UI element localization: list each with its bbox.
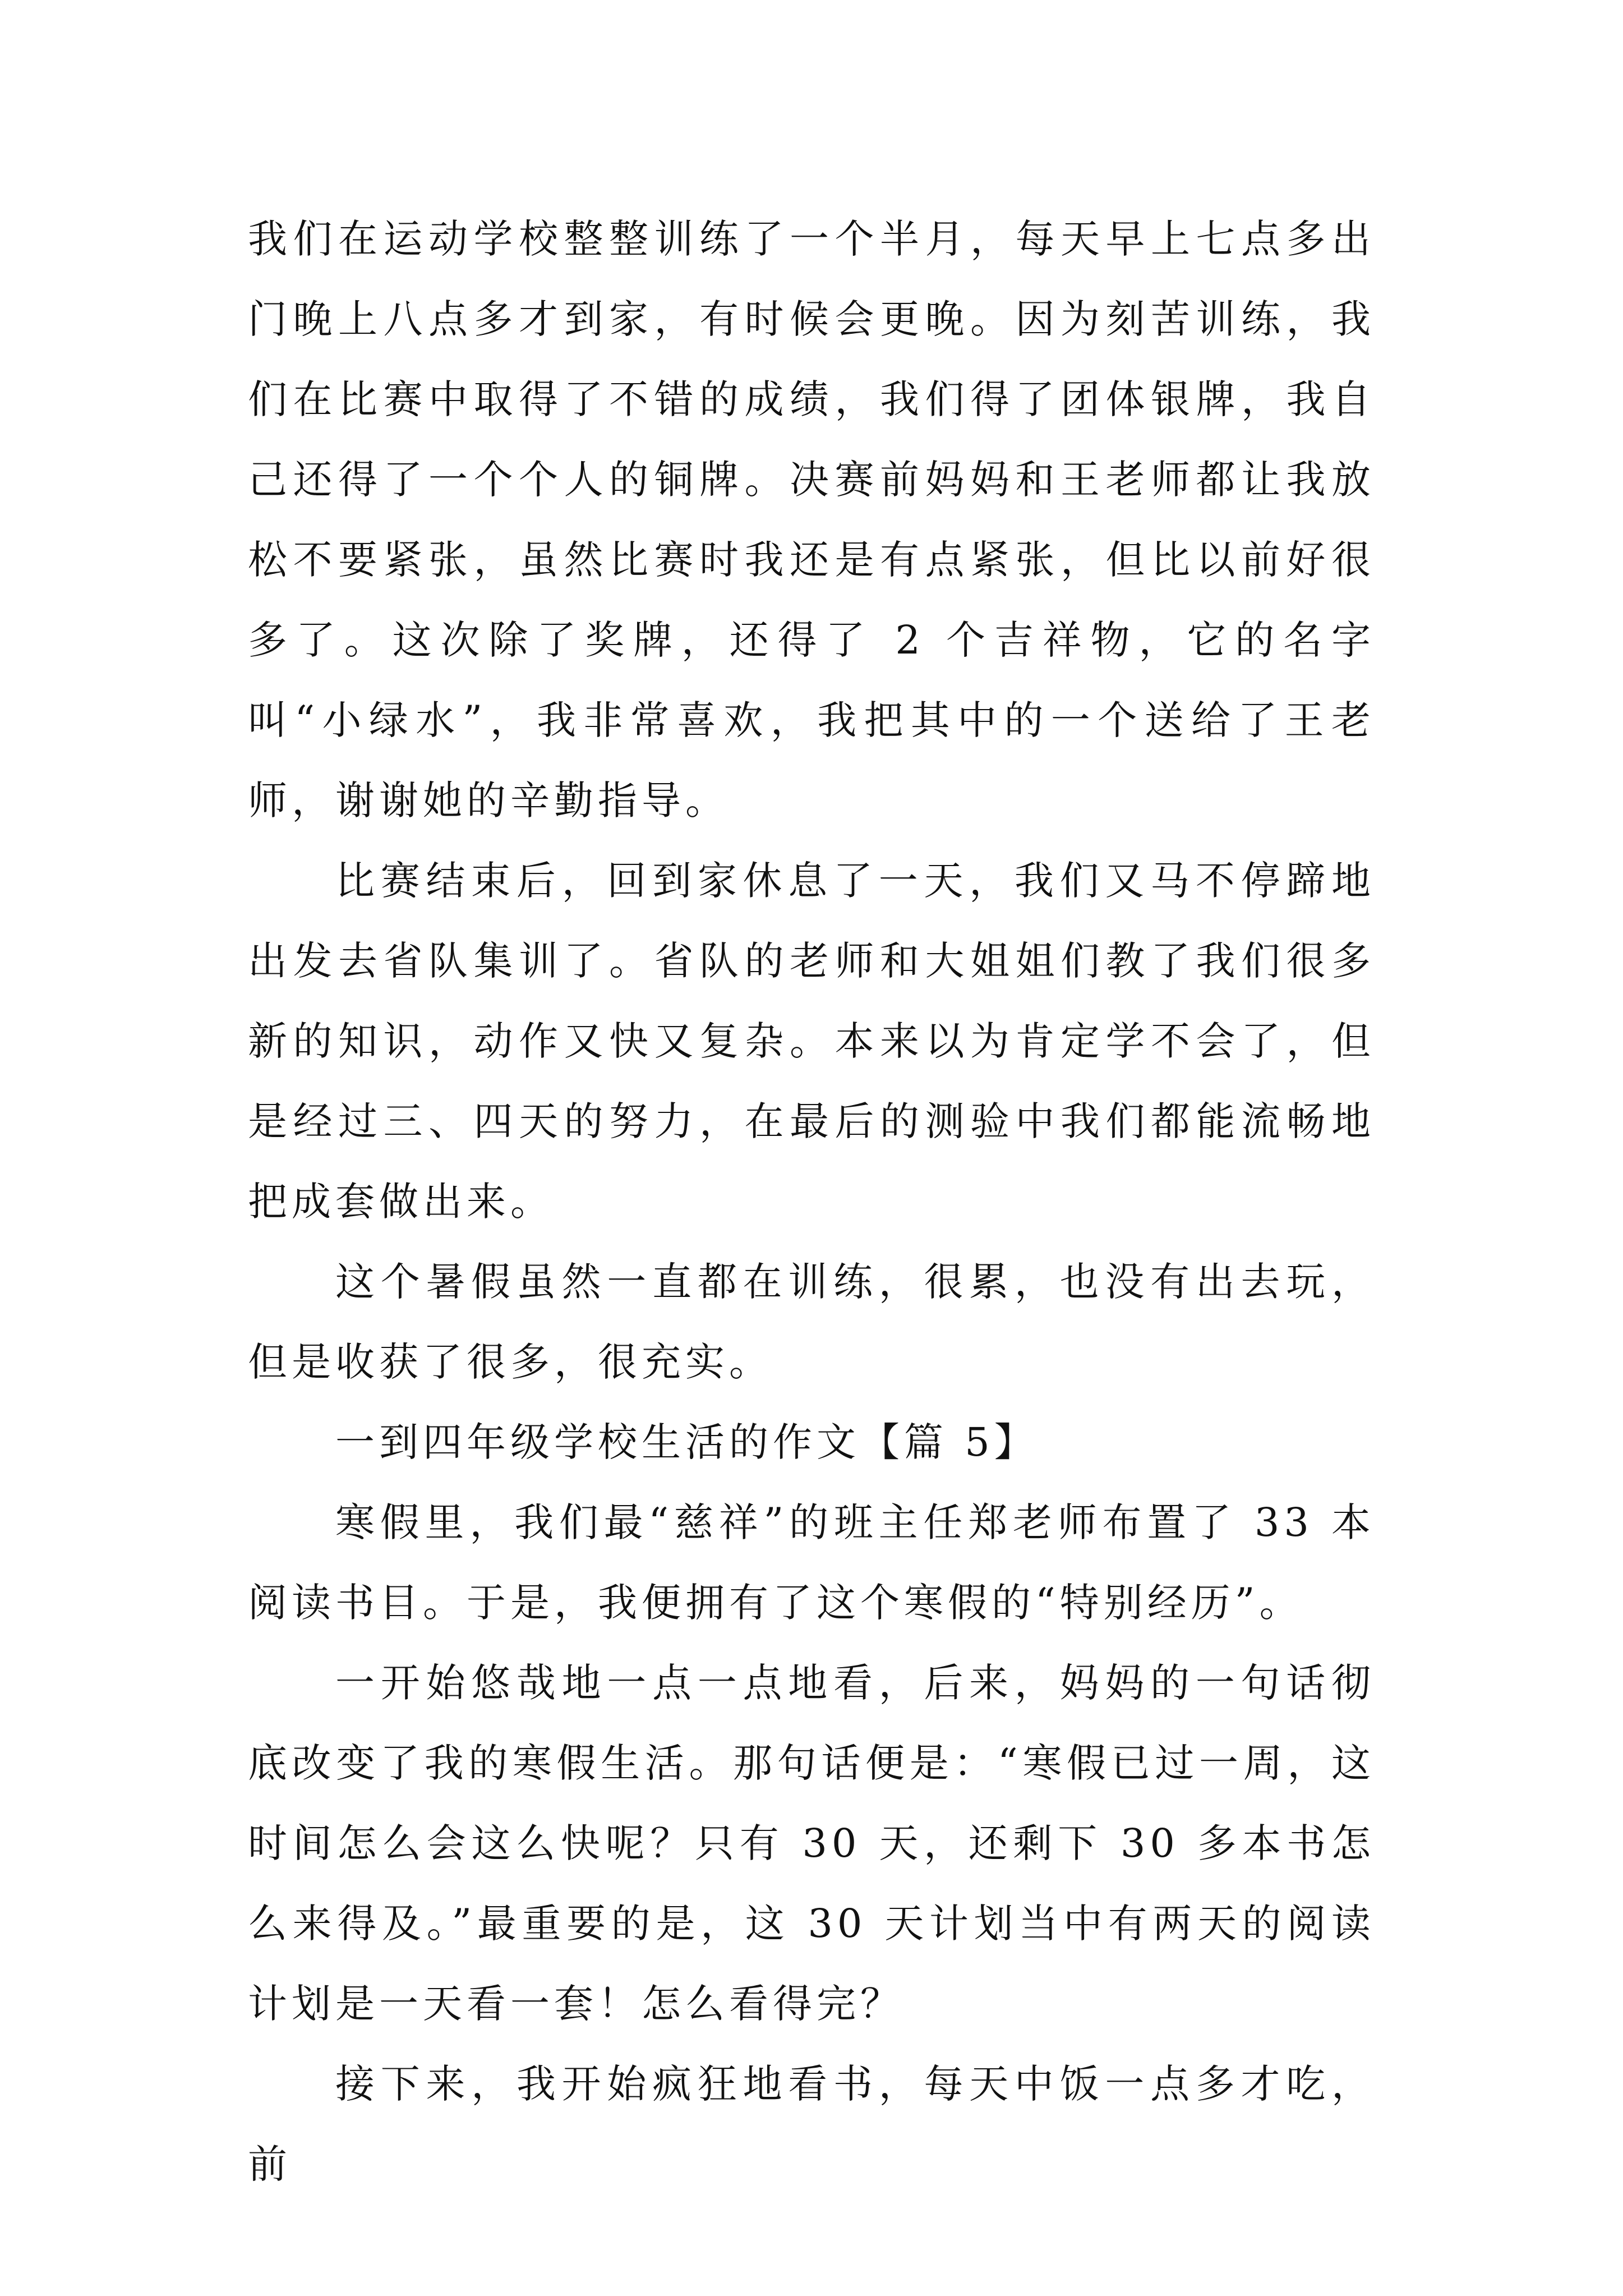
body-text — [248, 199, 1375, 2205]
paragraph-6: 接下来，我开始疯狂地看书，每天中饭一点多才吃，前 — [248, 2061, 1375, 2187]
paragraph-4: 寒假里，我们最“慈祥”的班主任郑老师布置了 33 本阅读书目。于是，我便拥有了这个寒假的“特别经历”。 — [248, 1499, 1375, 1626]
paragraph-5: 一开始悠哉地一点一点地看，后来，妈妈的一句话彻底改变了我的寒假生活。那句话便是：“寒假已过一周，这时间怎么会这么快呢？只有 30 天，还剩下 30 多本书怎么来得及。”最重要的是，这 30 天计划当中有两天的阅读计划是一天看一套！怎么看得完？ — [248, 1660, 1375, 2027]
paragraph-2: 比赛结束后，回到家休息了一天，我们又马不停蹄地出发去省队集训了。省队的老师和大姐姐们教了我们很多新的知识，动作又快又复杂。本来以为肯定学不会了，但是经过三、四天的努力，在最后的测验中我们都能流畅地把成套做出来。 — [248, 858, 1375, 1225]
paragraph-3: 这个暑假虽然一直都在训练，很累，也没有出去玩，但是收获了很多，很充实。 — [248, 1259, 1375, 1385]
paragraph-1: 我们在运动学校整整训练了一个半月，每天早上七点多出门晚上八点多才到家，有时候会更晚。因为刻苦训练，我们在比赛中取得了不错的成绩，我们得了团体银牌，我自己还得了一个个人的铜牌。决赛前妈妈和王老师都让我放松不要紧张，虽然比赛时我还是有点紧张，但比以前好很多了。这次除了奖牌，还得了 2 个吉祥物，它的名字叫“小绿水”，我非常喜欢，我把其中的一个送给了王老师，谢谢她的辛勤指导。 — [248, 216, 1375, 823]
section-heading: 一到四年级学校生活的作文【篇 5】 — [335, 1419, 1038, 1465]
